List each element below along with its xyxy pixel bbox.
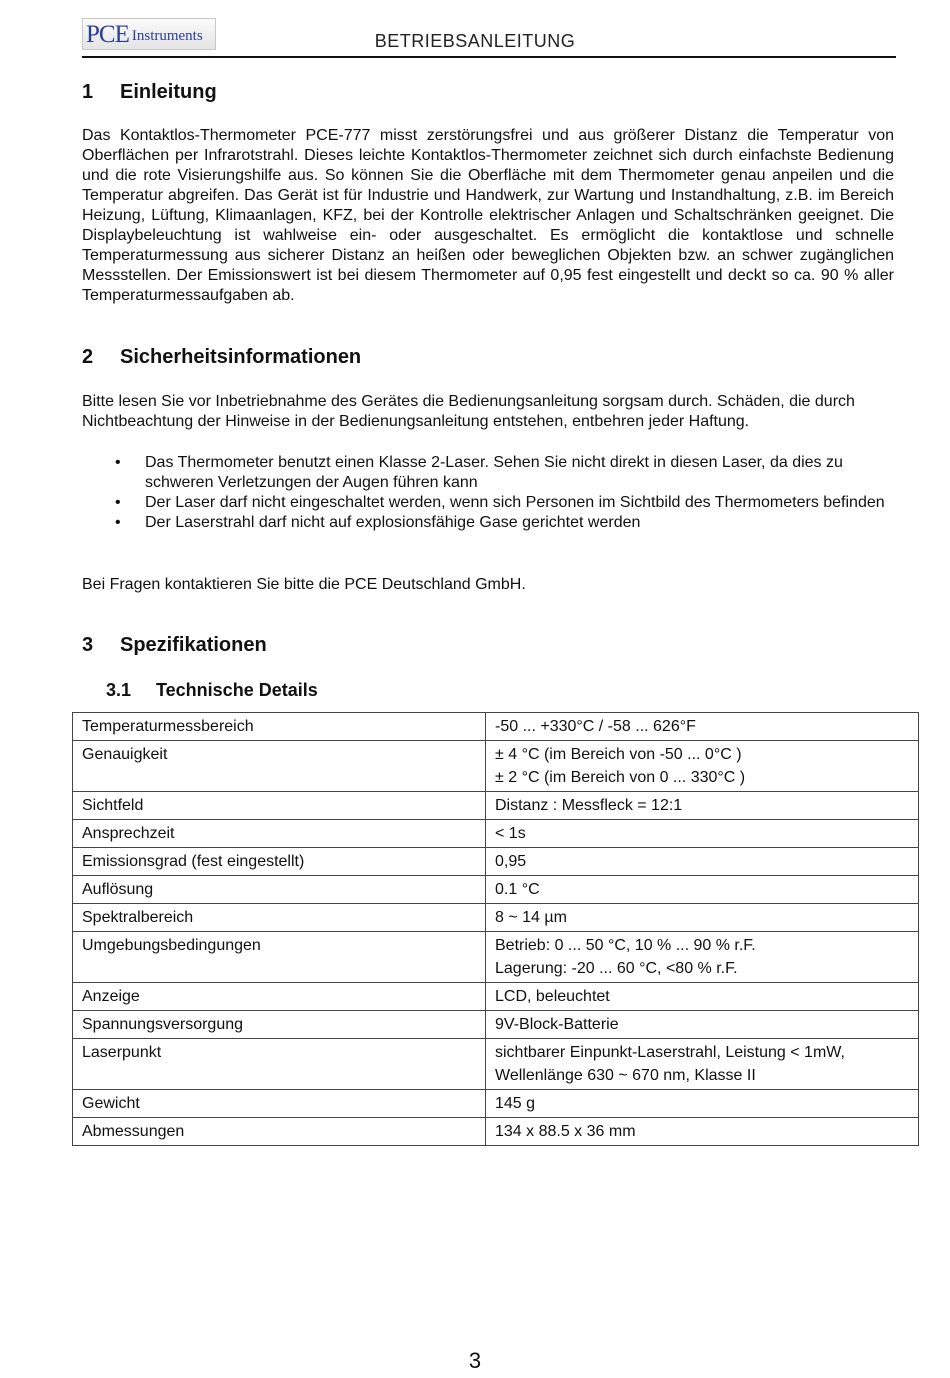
bullet-text: Das Thermometer benutzt einen Klasse 2-Laser. Sehen Sie nicht direkt in diesen Laser, da dies zu schweren Verletzungen der Augen führen kann — [145, 454, 843, 491]
spec-label: Umgebungsbedingungen — [73, 932, 486, 983]
list-item — [82, 493, 894, 513]
section-2-intro: Bitte lesen Sie vor Inbetriebnahme des Gerätes die Bedienungsanleitung sorgsam durch. Schäden, die durch Nichtbeachtung der Hinweise in der Bedienungsanleitung entstehen, entbehren jeder Haftung. — [82, 393, 855, 430]
spec-label: Spannungsversorgung — [73, 1011, 486, 1039]
section-1-paragraph: Das Kontaktlos-Thermometer PCE-777 misst zerstörungsfrei und aus größerer Distanz die Temperatur von Oberflächen per Infrarotstrahl. Dieses leichte Kontaktlos-Thermometer zeichnet sich durch einfachste Bedienung und die rote Visierungshilfe aus. So können Sie die Oberfläche mit dem Thermometer genau anpeilen und die Temperatur abgreifen. Das Gerät ist für Industrie und Handwerk, zur Wartung und Instandhaltung, z.B. im Bereich Heizung, Lüftung, Klimaanlagen, KFZ, bei der Kontrolle elektrischer Anlagen und Schaltschränken geeignet. Die Displaybeleuchtung ist wahlweise ein- oder ausgeschaltet. Es ermöglicht die kontaktlose und schnelle Temperaturmessung aus sicherer Distanz an heißen oder beweglichen Objekten bzw. an schwer zugänglichen Messstellen. Der Emissionswert ist bei diesem Thermometer auf 0,95 fest eingestellt und deckt so ca. 90 % aller Temperaturmessaufgaben ab. — [82, 127, 894, 304]
document-title: BETRIEBSANLEITUNG — [374, 31, 576, 51]
page-number: 3 — [468, 1348, 482, 1373]
spec-value: Betrieb: 0 ... 50 °C, 10 % ... 90 % r.F. Lagerung: -20 ... 60 °C, <80 % r.F. — [486, 932, 919, 983]
section-3-heading — [82, 634, 267, 657]
bullet-icon: • — [115, 514, 121, 531]
spec-label: Temperaturmessbereich — [73, 713, 486, 741]
table-row — [73, 932, 919, 983]
table-row — [73, 1011, 919, 1039]
bullet-text: Der Laserstrahl darf nicht auf explosionsfähige Gase gerichtet werden — [145, 514, 641, 531]
subsection-title: Technische Details — [156, 680, 318, 700]
spec-value: Distanz : Messfleck = 12:1 — [486, 792, 919, 820]
section-1-heading — [82, 81, 217, 104]
section-number: 2 — [82, 346, 94, 368]
table-row — [73, 848, 919, 876]
spec-label: Auflösung — [73, 876, 486, 904]
table-row — [73, 820, 919, 848]
section-title: Einleitung — [120, 81, 217, 103]
spec-label: Spektralbereich — [73, 904, 486, 932]
logo-sub-text: Instruments — [131, 28, 203, 44]
table-row — [73, 1090, 919, 1118]
logo-main-text: PCE — [86, 20, 129, 48]
spec-label: Ansprechzeit — [73, 820, 486, 848]
bullet-text: Der Laser darf nicht eingeschaltet werden, wenn sich Personen im Sichtbild des Thermometers befinden — [145, 494, 885, 511]
spec-value: 145 g — [486, 1090, 919, 1118]
section-number: 3 — [82, 634, 94, 656]
spec-label: Gewicht — [73, 1090, 486, 1118]
table-row — [73, 792, 919, 820]
spec-label: Sichtfeld — [73, 792, 486, 820]
bullet-icon: • — [115, 454, 121, 471]
table-row — [73, 1039, 919, 1090]
header-divider — [82, 56, 896, 58]
section-title: Sicherheitsinformationen — [120, 346, 362, 368]
spec-label: Emissionsgrad (fest eingestellt) — [73, 848, 486, 876]
table-row — [73, 713, 919, 741]
spec-value: LCD, beleuchtet — [486, 983, 919, 1011]
spec-value: 134 x 88.5 x 36 mm — [486, 1118, 919, 1146]
list-item — [82, 513, 894, 533]
spec-label: Laserpunkt — [73, 1039, 486, 1090]
spec-value: sichtbarer Einpunkt-Laserstrahl, Leistung < 1mW, Wellenlänge 630 ~ 670 nm, Klasse II — [486, 1039, 919, 1090]
table-row — [73, 741, 919, 792]
spec-label: Abmessungen — [73, 1118, 486, 1146]
spec-value: < 1s — [486, 820, 919, 848]
section-2-closing: Bei Fragen kontaktieren Sie bitte die PCE Deutschland GmbH. — [82, 576, 526, 593]
spec-value: -50 ... +330°C / -58 ... 626°F — [486, 713, 919, 741]
spec-table — [72, 712, 919, 1146]
section-number: 1 — [82, 81, 94, 103]
table-row — [73, 904, 919, 932]
subsection-3-1-heading — [106, 680, 318, 701]
table-row — [73, 1118, 919, 1146]
spec-value: 0.1 °C — [486, 876, 919, 904]
table-row — [73, 983, 919, 1011]
spec-value: 0,95 — [486, 848, 919, 876]
bullet-icon: • — [115, 494, 121, 511]
section-title: Spezifikationen — [120, 634, 267, 656]
spec-label: Anzeige — [73, 983, 486, 1011]
safety-bullet-list — [82, 453, 894, 533]
table-row — [73, 876, 919, 904]
section-2-heading — [82, 346, 361, 369]
subsection-number: 3.1 — [106, 680, 132, 700]
list-item — [82, 453, 894, 493]
spec-value: ± 4 °C (im Bereich von -50 ... 0°C ) ± 2 °C (im Bereich von 0 ... 330°C ) — [486, 741, 919, 792]
spec-label: Genauigkeit — [73, 741, 486, 792]
spec-value: 8 ~ 14 µm — [486, 904, 919, 932]
spec-value: 9V-Block-Batterie — [486, 1011, 919, 1039]
